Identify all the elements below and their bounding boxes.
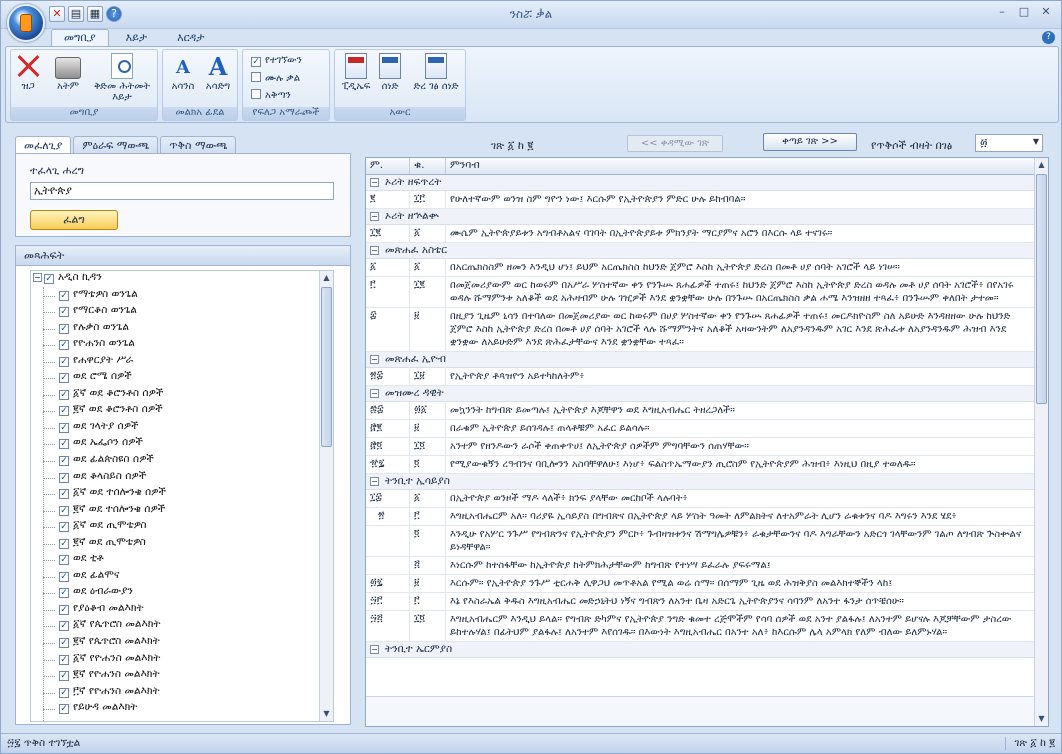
checkbox-checked-icon[interactable]: ✓ [60,323,68,334]
ribbon-help-icon[interactable]: ? [1042,31,1055,44]
table-row[interactable] [366,557,1034,575]
scroll-up-icon[interactable]: ▲ [1038,160,1045,169]
tree-item[interactable]: ✓ የይሁዳ መልእክት [31,701,333,718]
cell-chapter: ፴፯ [366,575,410,592]
cell-text: መኳንንት ከግብጽ ይመጣሉ፤ ኢትዮጵያ እጆቸዋን ወደ እግዚአብሔር ትዘረጋለች። [450,405,735,416]
checkbox-icon [251,89,261,99]
ribbon-group-export [334,49,466,121]
tree-item[interactable]: ✓ ፩ኛ የጴጥሮስ መልእክት [31,618,333,635]
grid-footer [366,696,1034,726]
cell-chapter: ፰ [366,308,410,351]
cell-chapter [374,526,410,556]
cell-text: የሚያውቁኝን ረዓብንና ባቢሎንን አስባቸዋለሁ፤ እነሆ፥ ፍልስጥኤማውያን ጢሮስም የኢትዮጵያም ሕዝብ፥ እነዚህ በዚያ ተወለዱ። [450,459,916,470]
minimize-button[interactable]: – [999,5,1005,18]
export-pdf-button[interactable]: ፒዲኤፍ [339,53,373,92]
tree-item[interactable]: ✓ ወደ ቆላስይስ ሰዎች [31,470,333,487]
cell-chapter: ፸፬ [366,438,410,455]
group-label-search-options: የፍለጋ አማራጮች [243,107,329,120]
group-label-export: አውር [335,107,465,120]
checkbox-checked-icon: ✓ [252,57,260,67]
cell-verse: ፱ [410,308,446,351]
table-row[interactable] [366,225,1034,243]
checkbox-checked-icon[interactable]: ✓ [60,422,68,433]
tree-item[interactable]: ✓ የያዕቆብ መልእክት [31,602,333,619]
cell-verse: ፱ [410,575,446,592]
tab-search[interactable]: መፈለጊያ [15,136,71,155]
app-title: ንስሯ ቃል [509,7,553,21]
checkbox-checked-icon[interactable]: ✓ [60,307,68,318]
tree-item[interactable]: ✓ ወደ ገላትያ ሰዎች [31,420,333,437]
checkbox-checked-icon[interactable]: ✓ [60,472,68,483]
checkbox-checked-icon[interactable]: ✓ [60,290,68,301]
group-row[interactable]: − መጽሐፈ ኢዮብ [366,352,1034,368]
scroll-thumb[interactable] [321,287,332,447]
cell-verse: ፬ [410,526,446,556]
cell-verse: ፲፬ [410,611,446,641]
print-button[interactable]: አትም [51,53,85,92]
search-input[interactable] [30,182,334,200]
ribbon-group-entry [10,49,158,121]
cell-chapter: ፷፰ [366,402,410,419]
scroll-thumb[interactable] [1036,174,1047,404]
table-row[interactable] [366,593,1034,611]
print-preview-button[interactable]: ቅድመ ሕትመት እይታ [89,53,155,103]
tab-help[interactable]: እርዳታ [177,31,205,44]
status-bar [1,733,1061,753]
checkbox-checked-icon[interactable]: ✓ [45,274,53,284]
checkbox-checked-icon[interactable]: ✓ [60,406,68,417]
checkbox-checked-icon[interactable]: ✓ [60,505,68,516]
printer-icon [55,57,81,79]
results-grid [365,157,1049,727]
close-doc-icon[interactable]: ✕ [49,6,65,22]
checkbox-checked-icon[interactable]: ✓ [60,439,68,450]
cell-verse: ፬ [410,456,446,473]
tree-scrollbar[interactable] [319,271,333,721]
tree-item[interactable]: ✓ ወደ ቲቶ [31,552,333,569]
cell-chapter: ፸፪ [366,420,410,437]
column-chapter[interactable]: ም. [366,158,410,174]
ribbon-tabs [51,29,218,47]
checkbox-checked-icon[interactable]: ✓ [60,389,68,400]
cell-chapter: ፵፭ [366,611,410,641]
tree-item[interactable]: ✓ ፩ኛ የዮሐንስ መልእክት [31,652,333,669]
ribbon-group-search-options [242,49,330,121]
close-button-large[interactable]: ዝጋ [15,53,41,92]
tab-home[interactable]: መግቢያ [51,29,109,47]
cell-chapter: ፩ [366,259,410,276]
cell-text: በዚያን ጊዜም ኒሳን በተባለው በመጀመሪያው ወር ከወሩም በሀያ ሦስተኛው ቀን የንጉሡ ጸሐፊዎች ተጠሩ፤ መርዶክዮስም ስለ አይሁድ እንዳዘዘው ሁሉ ከህንድ ጀምሮ እስከ ኢትዮጵያ ድረስ በመቶ ሀያ ሰባት አገሮች ላሉ ሹማምንትና አለቆች አዛውንትም ለአያንዳንዱም አገር እንደ ጽሕፈቱ ለአያንዳንዱም ሕዝብ እንደ ቋንቋው ለአይሁድም እንደ ጽሕፈታቸውና እንደ ቋንቋቸው ተጻፈ። [450,311,1011,348]
checkbox-checked-icon[interactable]: ✓ [60,621,68,632]
option-whole-word-check[interactable]: ሙሉ ቃል [251,72,300,84]
cell-verse: ፲፫ [410,191,446,208]
application-menu-button[interactable] [7,4,45,42]
cell-chapter: ፹፯ [366,456,410,473]
group-row[interactable]: − ኦሪት ዘፍጥረት [366,175,1034,191]
checkbox-checked-icon[interactable]: ✓ [60,522,68,533]
table-row[interactable] [366,368,1034,386]
font-grow-icon: A [208,52,228,81]
cell-text: እኔ የእስራኤል ቅዱስ እግዚአብሔር መድኃኒትህ ነኝና ግብጽን ለአንተ ቤዛ አድርጌ ኢትዮጵያንና ሳባንም ለአንተ ፋንታ ሰጥቼሰሁ። [450,596,904,607]
title-bar [1,1,1061,29]
cell-verse: ፩ [410,259,446,276]
cell-chapter: ፫ [366,277,410,307]
collapse-icon[interactable]: − [371,246,378,255]
cell-text: የሁለተኛውም ወንዝ ስም ግዮን ነው፤ እርሱም የኢትዮጵያን ምድር ሁሉ ይከብባል። [450,194,746,205]
collapse-icon[interactable]: − [371,389,378,398]
checkbox-checked-icon[interactable]: ✓ [60,356,68,367]
close-icon [15,53,41,79]
checkbox-checked-icon[interactable]: ✓ [60,373,68,384]
scroll-down-icon[interactable]: ▼ [1038,714,1045,723]
font-shrink-icon: A [176,57,190,78]
checkbox-checked-icon[interactable]: ✓ [60,604,68,615]
tree-item[interactable]: ✓ የሉቃስ ወንጌል [31,321,333,338]
table-row[interactable] [366,277,1034,308]
option-matched-check[interactable]: ✓ የተገኘውን [252,55,302,67]
maximize-button[interactable]: □ [1018,5,1030,18]
collapse-icon[interactable]: − [371,477,378,486]
tree-item[interactable]: ✓ ወደ ኤፌሶን ሰዎች [31,436,333,453]
group-row[interactable]: − ትንቢተ ኤርምያስ [366,642,1034,658]
grid-body [366,175,1034,698]
checkbox-checked-icon[interactable]: ✓ [60,588,68,599]
print-preview-icon [111,53,133,79]
tree-item[interactable]: ✓ ወደ ፊልጵስዩስ ሰዎች [31,453,333,470]
cell-verse: ፲፪ [410,277,446,307]
ribbon-group-font [162,49,238,121]
tree-item[interactable]: ✓ ፩ኛ ወደ ተሰሎንቄ ሰዎች [31,486,333,503]
collapse-icon[interactable]: − [371,178,378,187]
tree-item[interactable]: ✓ ፩ኛ ወደ ጢሞቴዎስ [31,519,333,536]
scroll-down-icon[interactable]: ▼ [323,709,330,718]
tree-item[interactable]: ✓ የዮሐንስ ወንጌል [31,337,333,354]
checkbox-checked-icon[interactable]: ✓ [60,571,68,582]
checkbox-checked-icon[interactable]: ✓ [60,638,68,649]
cell-text: ሙሴም ኢትዮጵያይቱን አግብቶአልና ባገባት በኢትዮጵያይቱ ምክንያት ማርያምና አሮን በእርሱ ላይ ተናገሩ። [450,228,833,239]
cell-chapter: ፳ [374,508,410,525]
cell-chapter: ፳፰ [366,368,410,385]
column-text[interactable]: ምንባብ [450,159,480,171]
next-page-button[interactable]: ቀጣይ ገጽ >> [763,133,857,151]
cell-text: አንተም የዘንዶውን ራሶች ቀጠቀጥሀ፤ ለኢትዮጵያ ሰዎችም ምግባቸውን ሰጠሃቸው። [450,441,749,452]
tree-item[interactable]: ✓ የሐዋርያት ሥራ [31,354,333,371]
table-row[interactable] [366,402,1034,420]
cell-text: እነርሱም ከተስፋቸው ከኢትዮጵያ ከትምክሕታቸውም ከግብጽ የተነሣ ይፈራሉ ያፍሩማል፤ [450,560,771,571]
cell-verse: ፩ [410,225,446,242]
tree-root[interactable]: − ✓ አዲስ ኪዳን [34,271,102,284]
cell-verse: ፭ [410,557,446,574]
ribbon [5,46,1059,123]
tree-item[interactable]: ✓ ፫ኛ የዮሐንስ መልእክት [31,685,333,702]
option-third-check[interactable]: አቅጣን [251,89,291,101]
pdf-icon [345,53,367,79]
status-page: ገጽ ፩ ከ ፪ [1005,737,1055,750]
cell-text: እግዚአብሔርም እንዲህ ይላል። የግብጽ ድካምና የኢትዮጵያ ንግድ ቁመተ ረጅሞችም የሳባ ሰዎች ወደ አንተ ያልፋሉ፤ ለአንተም ይሆናሉ እጆቻቸውም ታስረው ይከተሉሃል፤ በፊትህም ያልፋሉ፤ ለአንተም እየሰገዱ። በእውነት እግዚአብሔር በአንተ አለ፥ ከእርሱም ሌላ አምላክ የለም ብለው ይለምኑሃል። [450,614,1012,638]
checkbox-checked-icon[interactable]: ✓ [60,538,68,549]
document-icon [379,53,401,79]
table-row[interactable] [366,308,1034,352]
checkbox-checked-icon[interactable]: ✓ [60,340,68,351]
collapse-icon[interactable]: − [371,355,378,364]
help-icon[interactable]: ? [106,6,122,22]
tree-item[interactable]: ✓ ፪ኛ ወደ ጢሞቴዎስ [31,536,333,553]
cell-chapter: ፲፰ [366,490,410,507]
collapse-icon[interactable]: − [371,645,378,654]
cell-verse: ፴፩ [410,402,446,419]
close-button[interactable]: ✕ [1041,5,1051,18]
tree-item[interactable]: ✓ ፪ኛ የዮሐንስ መልእክት [31,668,333,685]
per-page-label: የጥቅሶች ብዛት በገፅ [871,139,953,152]
table-row[interactable] [366,456,1034,474]
cell-verse: ፩ [410,490,446,507]
cell-chapter: ፲፪ [366,225,410,242]
grid-scrollbar[interactable] [1034,158,1048,726]
tree-item[interactable]: ✓ ወደ ዕብራውያን [31,585,333,602]
checkbox-checked-icon[interactable]: ✓ [60,456,68,467]
table-row[interactable] [366,611,1034,642]
tree-item[interactable]: ✓ ወደ ፊልሞና [31,569,333,586]
table-row[interactable] [366,191,1034,209]
cell-text: የኢትዮጵያ ቶጳዝዮን አይተካከለትም፥ [450,371,585,382]
font-shrink-button[interactable]: A አሳንስ [167,53,199,92]
collapse-icon[interactable]: − [34,273,41,282]
group-row[interactable]: − መጽሐፈ አስቴር [366,243,1034,259]
export-doc-button[interactable]: ሰነድ [375,53,405,92]
search-label: ተፈላጊ ሐረግ [30,164,84,177]
cell-verse: ፲፬ [410,438,446,455]
results-nav-bar [363,131,1053,155]
tree-item[interactable]: ✓ የማቴዎስ ወንጌል [31,288,333,305]
cell-text: በራቁም ኢትዮጵያ ይሰገዳሉ፤ ጠላቶቹም አፈር ይልሳሉ። [450,423,650,434]
print-icon[interactable]: ▤ [68,6,84,22]
checkbox-checked-icon[interactable]: ✓ [60,704,68,715]
cell-text: በአርጤክስስም ዘመን እንዲህ ሆነ፤ ይህም አርጤክስስ ከህንድ ጀምሮ እስከ ኢትዮጵያ ድረስ በመቶ ሀያ ሰባት አገሮች ላይ ነገሠ። [450,262,900,273]
cell-text: በኢትዮጵያ ወንዞች ማዶ ላለች፥ ክንፍ ያላቸው መርከቦች ላሉባት፥ [450,493,688,504]
tree-item[interactable]: ✓ ፪ኛ የጴጥሮስ መልእክት [31,635,333,652]
table-row[interactable] [366,420,1034,438]
tree-item[interactable]: ✓ ወደ ሮሜ ሰዎች [31,370,333,387]
table-row[interactable] [366,526,1034,557]
table-row[interactable] [366,438,1034,456]
grid-header [366,158,1048,175]
chevron-down-icon: ▼ [1032,137,1039,146]
tree-item[interactable]: ✓ የማርቆስ ወንጌል [31,304,333,321]
scroll-up-icon[interactable]: ▲ [323,273,330,282]
cell-chapter: ፪ [366,191,410,208]
cell-verse: ፱ [410,420,446,437]
page-indicator: ገጽ ፩ ከ ፪ [491,139,534,152]
checkbox-checked-icon[interactable]: ✓ [60,671,68,682]
export-html-button[interactable]: ድረ ገፅ ሰነድ [407,53,465,92]
collapse-icon[interactable]: − [371,212,378,221]
tree-item[interactable]: ✓ ፩ኛ ወደ ቆሮንቶስ ሰዎች [31,387,333,404]
search-button[interactable]: ፈልግ [30,210,118,230]
group-row[interactable]: − ኦሪት ዘኍልቍ [366,209,1034,225]
group-row[interactable]: − መዝሙረ ዳዊት [366,386,1034,402]
checkbox-checked-icon[interactable]: ✓ [60,489,68,500]
checkbox-checked-icon[interactable]: ✓ [60,654,68,665]
tree-items [31,288,333,718]
cell-verse: ፲፱ [410,368,446,385]
font-grow-button[interactable]: A አሳድግ [201,53,235,92]
previous-page-button[interactable]: << ቀዳሚው ገጽ [627,135,723,152]
tab-view[interactable]: እይታ [125,31,148,44]
group-row[interactable]: − ትንቢተ ኢሳይያስ [366,474,1034,490]
status-result-count: ፵፯ ጥቅስ ተገኘቷል [7,737,81,749]
per-page-select[interactable]: ፴ ▼ [975,134,1043,152]
books-panel [15,245,351,725]
search-panel [15,153,351,237]
table-row[interactable] [366,259,1034,277]
web-document-icon [425,53,447,79]
group-label-entry: መግቢያ [11,107,157,120]
window-controls [993,5,1055,21]
cell-text: በመጀመሪያውም ወር ከወሩም በአሥራ ሦስተኛው ቀን የንጉሡ ጸሐፊዎች ተጠሩ፤ ከህንድ ጀምሮ እስከ ኢትዮጵያ ድረስ ወዳሉ መቶ ሀያ ሰባት አገሮች፥ በየአገሩ ወዳሉ ሹማምንቱ አለቆች ወደ አሕዛብም ሁሉ ገዢዎች እንደ ቋንቋቸው ሁሉ በንጉሡ በአርጤክስስ ቃል ሐሜ እንዝዘዘ ተጻፈ፥ በንጉሡም ቀለበት ታተመ። [450,280,1014,304]
cell-chapter [374,557,410,574]
cell-verse: ፫ [410,508,446,525]
checkbox-icon [251,72,261,82]
group-label-font: መልክአ ፊደል [163,107,237,120]
tree-item[interactable]: ✓ ፪ኛ ወደ ተሰሎንቄ ሰዎች [31,503,333,520]
cell-text: እርሱም። የኢትዮጵያ ንጉሥ ቲርሐቅ ሊዋጋህ መጥቶአል የሚል ወሬ ሰማ። በሰማም ጊዜ ወደ ሕዝቅያስ መልእክተኞችን ላከ፤ [450,578,893,589]
cell-text: እንዲሁ የአሦር ንጉሥ የግብጽንና የኢትዮጵያን ምርኮ፥ ጉብዛዝቱንና ሽማግሌዎቹን፥ ራቁታቸውንና ባዶ እግራቸውን አድርጎ ገላቸውንም ገልጦ ለግብጽ ጕስቍልና ይነዳቸዋል። [450,529,1022,553]
checkbox-checked-icon[interactable]: ✓ [60,555,68,566]
checkbox-checked-icon[interactable]: ✓ [60,687,68,698]
cell-text: እግዚአብሔርም አለ። ባሪያዬ ኢሳይያስ በግብጽና በኢትዮጵያ ላይ ሦስት ዓመት ለምልክትና ለተአምራት ሊሆን ራቁቱንና ባዶ እግሩን እንደ ሄደ፥ [450,511,957,522]
table-row[interactable] [366,490,1034,508]
books-header: መጻሕፍት [16,246,350,266]
tab-chapter-index[interactable]: ምዕራፍ ማውጫ [73,136,158,155]
preview-icon[interactable]: ▦ [87,6,103,22]
table-row[interactable] [366,508,1034,526]
table-row[interactable] [366,575,1034,593]
column-verse[interactable]: ቁ. [410,158,446,174]
tree-item[interactable]: ✓ ፪ኛ ወደ ቆሮንቶስ ሰዎች [31,403,333,420]
books-tree [30,270,334,722]
cell-verse: ፫ [410,593,446,610]
cell-chapter: ፵፫ [366,593,410,610]
tab-verse-index[interactable]: ጥቅስ ማውጫ [160,136,236,155]
